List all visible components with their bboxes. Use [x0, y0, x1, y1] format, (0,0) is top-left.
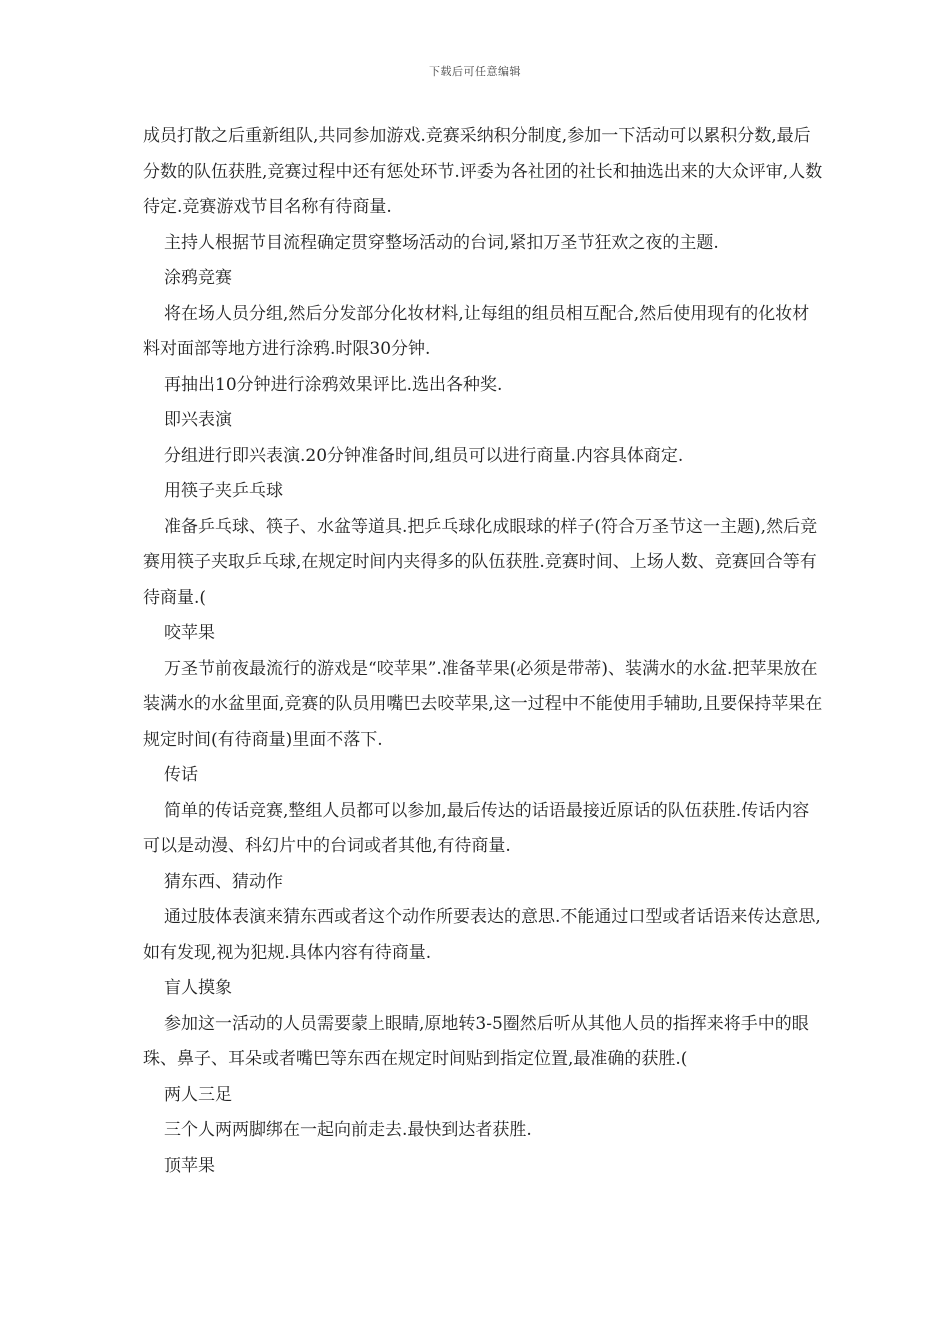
section-heading-chopsticks: 用筷子夹乒乓球 — [164, 481, 283, 501]
page-header: 下载后可任意编辑 — [429, 65, 521, 78]
section-heading-charades: 猜东西、猜动作 — [164, 871, 283, 892]
paragraph-graffiti-judging: 再抽出10分钟进行涂鸦效果评比.选出各种奖. — [164, 374, 503, 395]
paragraph-bobbing-apples: 万圣节前夜最流行的游戏是“咬苹果”.准备苹果(必须是带蒂)、装满水的水盆.把苹果放在装满水的水盆里面,竞赛的队员用嘴巴去咬苹果,这一过程中不能使用手辅助,且要保持苹果在规定时间(有待商量)里面不落下. — [143, 658, 823, 750]
section-heading-improv: 即兴表演 — [164, 410, 232, 430]
section-heading-graffiti: 涂鸦竞赛 — [164, 268, 232, 288]
paragraph-telephone: 简单的传话竞赛,整组人员都可以参加,最后传达的话语最接近原话的队伍获胜.传话内容可以是动漫、科幻片中的台词或者其他,有待商量. — [143, 800, 810, 856]
paragraph-group-rules: 成员打散之后重新组队,共同参加游戏.竞赛采纳积分制度,参加一下活动可以累积分数,最后分数的队伍获胜,竞赛过程中还有惩处环节.评委为各社团的社长和抽选出来的大众评审,人数待定.竞赛游戏节目名称有待商量. — [143, 126, 823, 217]
section-heading-telephone: 传话 — [164, 765, 198, 785]
section-heading-blindfold: 盲人摸象 — [164, 978, 232, 998]
paragraph-chopsticks: 准备乒乓球、筷子、水盆等道具.把乒乓球化成眼球的样子(符合万圣节这一主题),然后竞赛用筷子夹取乒乓球,在规定时间内夹得多的队伍获胜.竞赛时间、上场人数、竞赛回合等有待商量.( — [143, 516, 818, 608]
document-body — [143, 119, 823, 1184]
section-heading-bobbing-apples: 咬苹果 — [164, 623, 215, 643]
section-heading-three-legged: 两人三足 — [164, 1084, 232, 1105]
paragraph-charades: 通过肢体表演来猜东西或者这个动作所要表达的意思.不能通过口型或者话语来传达意思,如有发现,视为犯规.具体内容有待商量. — [143, 907, 821, 963]
paragraph-improv: 分组进行即兴表演.20分钟准备时间,组员可以进行商量.内容具体商定. — [164, 445, 684, 466]
paragraph-blindfold: 参加这一活动的人员需要蒙上眼睛,原地转3-5圈然后听从其他人员的指挥来将手中的眼珠、鼻子、耳朵或者嘴巴等东西在规定时间贴到指定位置,最准确的获胜.( — [143, 1013, 809, 1069]
paragraph-graffiti-rules: 将在场人员分组,然后分发部分化妆材料,让每组的组员相互配合,然后使用现有的化妆材料对面部等地方进行涂鸦.时限30分钟. — [143, 303, 810, 359]
paragraph-host: 主持人根据节目流程确定贯穿整场活动的台词,紧扣万圣节狂欢之夜的主题. — [164, 232, 719, 253]
section-heading-apple-balance: 顶苹果 — [164, 1155, 215, 1176]
paragraph-three-legged: 三个人两两脚绑在一起向前走去.最快到达者获胜. — [164, 1120, 532, 1140]
